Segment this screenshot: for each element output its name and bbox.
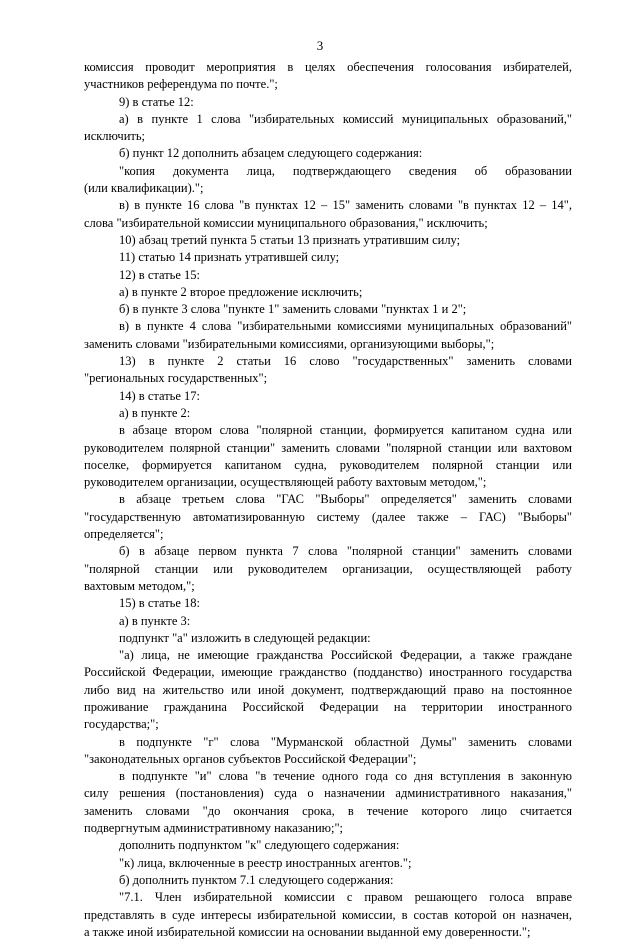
- text-line: вахтовым методом,";: [84, 578, 195, 593]
- text-line: а) в пункте 2 второе предложение исключить;: [119, 284, 363, 299]
- text-line: заменить словами "избирательными комиссиями, организующими выборы,";: [84, 336, 495, 351]
- text-line: 14) в статье 17:: [119, 388, 201, 403]
- text-line: руководителем полярной станции" заменить словами "полярной станции или вахтовом: [84, 440, 572, 455]
- text-line: в абзаце втором слова "полярной станции, формируется капитаном судна или: [119, 423, 572, 438]
- text-line: б) дополнить пунктом 7.1 следующего содержания:: [119, 872, 394, 887]
- text-line: 11) статью 14 признать утратившей силу;: [119, 250, 340, 265]
- text-line: либо вид на жительство или иной документ, подтверждающий право на постоянное: [84, 682, 572, 697]
- text-line: 12) в статье 15:: [119, 267, 201, 282]
- text-line: 9) в статье 12:: [119, 94, 194, 109]
- text-line: подпункт "а" изложить в следующей редакции:: [119, 630, 371, 645]
- text-line: дополнить подпунктом "к" следующего содержания:: [119, 838, 400, 853]
- text-line: "копия документа лица, подтверждающего сведения об образовании: [119, 163, 572, 178]
- page-number: 3: [316, 38, 324, 53]
- text-line: "к) лица, включенные в реестр иностранных агентов.";: [119, 855, 412, 870]
- text-line: (или квалификации).";: [84, 181, 204, 196]
- text-line: 13) в пункте 2 статьи 16 слово "государственных" заменить словами: [119, 354, 572, 369]
- text-line: "7.1. Член избирательной комиссии с правом решающего голоса вправе: [119, 890, 572, 905]
- text-line: а также иной избирательной комиссии на основании выданной ему доверенности.";: [84, 924, 531, 939]
- text-line: Российской Федерации, имеющие гражданство (подданство) иностранного государства: [84, 665, 572, 680]
- text-line: руководителем организации, осуществляющей работу вахтовым методом,";: [84, 475, 487, 490]
- text-line: силу решения (постановления) суда о назначении административного наказания,": [84, 786, 572, 801]
- text-line: "полярной станции или руководителем организации, осуществляющей работу: [84, 561, 572, 576]
- text-line: заменить словами "до окончания срока, в течение которого лицо считается: [84, 803, 572, 818]
- text-line: а) в пункте 1 слова "избирательных комиссий муниципальных образований,": [119, 111, 572, 126]
- text-line: б) пункт 12 дополнить абзацем следующего содержания:: [119, 146, 423, 161]
- text-line: в подпункте "и" слова "в течение одного года со дня вступления в законную: [119, 769, 572, 784]
- text-line: "региональных государственных";: [84, 371, 268, 386]
- text-line: б) в пункте 3 слова "пункте 1" заменить словами "пунктах 1 и 2";: [119, 302, 467, 317]
- text-line: поселке, формируется капитаном судна, руководителем полярной станции или: [84, 457, 572, 472]
- text-line: б) в абзаце первом пункта 7 слова "полярной станции" заменить словами: [119, 544, 572, 559]
- text-line: участников референдума по почте.";: [84, 77, 278, 92]
- text-line: "государственную автоматизированную систему (далее также – ГАС) "Выборы": [84, 509, 572, 524]
- document-body: [84, 59, 572, 941]
- text-line: проживание гражданина Российской Федерации на территории иностранного: [84, 699, 572, 714]
- text-line: в) в пункте 4 слова "избирательными комиссиями муниципальных образований": [119, 319, 572, 334]
- text-line: подвергнутым административному наказанию;";: [84, 821, 344, 836]
- text-line: "а) лица, не имеющие гражданства Российской Федерации, а также граждане: [119, 648, 572, 663]
- text-line: в подпункте "г" слова "Мурманской областной Думы" заменить словами: [119, 734, 572, 749]
- text-line: 15) в статье 18:: [119, 596, 201, 611]
- text-line: исключить;: [84, 129, 146, 144]
- text-line: в абзаце третьем слова "ГАС "Выборы" определяется" заменить словами: [119, 492, 572, 507]
- text-line: а) в пункте 2:: [119, 405, 191, 420]
- text-line: "законодательных органов субъектов Российской Федерации";: [84, 751, 417, 766]
- text-line: а) в пункте 3:: [119, 613, 191, 628]
- text-line: слова "избирательной комиссии муниципального образования," исключить;: [84, 215, 488, 230]
- text-line: комиссия проводит мероприятия в целях обеспечения голосования избирателей,: [84, 60, 572, 74]
- text-line: представлять в суде интересы избирательной комиссии, в состав которой он назначен,: [84, 907, 572, 922]
- text-line: государства;";: [84, 717, 159, 732]
- text-line: определяется";: [84, 527, 164, 542]
- text-line: 10) абзац третий пункта 5 статьи 13 признать утратившим силу;: [119, 232, 461, 247]
- text-line: в) в пункте 16 слова "в пунктах 12 – 15" заменить словами "в пунктах 12 – 14",: [119, 198, 572, 213]
